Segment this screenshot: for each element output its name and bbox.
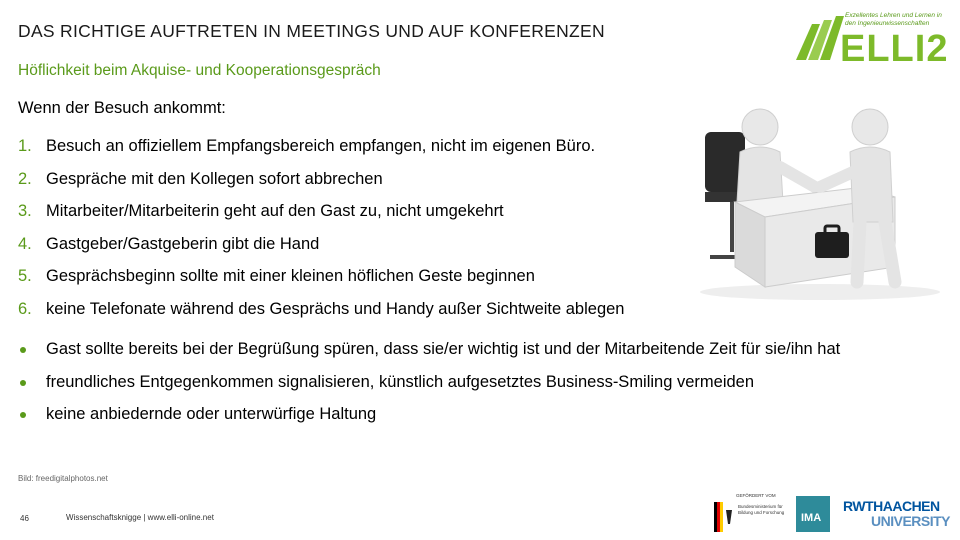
item-text: keine anbiedernde oder unterwürfige Haltung bbox=[46, 405, 377, 424]
ima-label: IMA bbox=[801, 512, 822, 524]
item-text: Mitarbeiter/Mitarbeiterin geht auf den Gast zu, nicht umgekehrt bbox=[46, 202, 504, 221]
page-number: 46 bbox=[20, 514, 29, 523]
intro-text: Wenn der Besuch ankommt: bbox=[18, 99, 226, 117]
item-text: freundliches Entgegenkommen signalisieren, künstlich aufgesetztes Business-Smiling vermeiden bbox=[46, 372, 755, 391]
rwth-line2: UNIVERSITY bbox=[871, 513, 951, 529]
elli-tagline: Exzellentes Lehren und Lernen in den Ingenieurwissenschaften bbox=[845, 12, 942, 27]
list-item bbox=[18, 137, 624, 170]
numbered-list bbox=[18, 137, 624, 333]
bmbf-supertext: GEFÖRDERT VOM bbox=[736, 493, 776, 498]
item-text: Gastgeber/Gastgeberin gibt die Hand bbox=[46, 234, 320, 253]
item-number: 1. bbox=[18, 137, 32, 155]
list-item bbox=[18, 202, 624, 235]
slide-subtitle: Höflichkeit beim Akquise- und Kooperationsgespräch bbox=[18, 62, 381, 79]
elli-wordmark: ELLI2 bbox=[840, 28, 949, 70]
item-text: Gespräche mit den Kollegen sofort abbrechen bbox=[46, 169, 383, 188]
footer-text: Wissenschaftsknigge | www.elli-online.net bbox=[66, 513, 214, 522]
list-item bbox=[18, 340, 840, 373]
rwth-logo bbox=[843, 498, 953, 534]
eagle-icon bbox=[714, 502, 734, 532]
list-item bbox=[18, 373, 840, 406]
item-text: Gesprächsbeginn sollte mit einer kleinen höflichen Geste beginnen bbox=[46, 267, 535, 286]
item-number: 6. bbox=[18, 299, 32, 318]
item-text: Besuch an offiziellem Empfangsbereich empfangen, nicht im eigenen Büro. bbox=[46, 137, 596, 155]
item-number: 3. bbox=[18, 202, 32, 221]
rwth-line1: RWTHAACHEN bbox=[843, 498, 940, 514]
item-number: 2. bbox=[18, 169, 32, 188]
list-item bbox=[18, 235, 624, 268]
list-item bbox=[18, 267, 624, 300]
ima-logo bbox=[796, 496, 830, 532]
list-item bbox=[18, 170, 624, 203]
handshake-illustration bbox=[695, 92, 945, 302]
list-item bbox=[18, 300, 624, 333]
bullet-list bbox=[18, 340, 840, 438]
item-text: keine Telefonate während des Gesprächs und Handy außer Sichtweite ablegen bbox=[46, 299, 625, 318]
slide-title: DAS RICHTIGE AUFTRETEN IN MEETINGS UND AUF KONFERENZEN bbox=[18, 21, 605, 41]
image-credit: Bild: freedigitalphotos.net bbox=[18, 474, 108, 483]
elli-logo bbox=[790, 8, 950, 70]
bmbf-logo bbox=[712, 490, 792, 536]
bmbf-text: Bundesministerium für Bildung und Forschung bbox=[738, 504, 785, 515]
item-number: 5. bbox=[18, 267, 32, 286]
item-text: Gast sollte bereits bei der Begrüßung spüren, dass sie/er wichtig ist und der Mitarbeitende Zeit für sie/ihn hat bbox=[46, 340, 841, 358]
list-item bbox=[18, 405, 840, 438]
item-number: 4. bbox=[18, 234, 32, 253]
